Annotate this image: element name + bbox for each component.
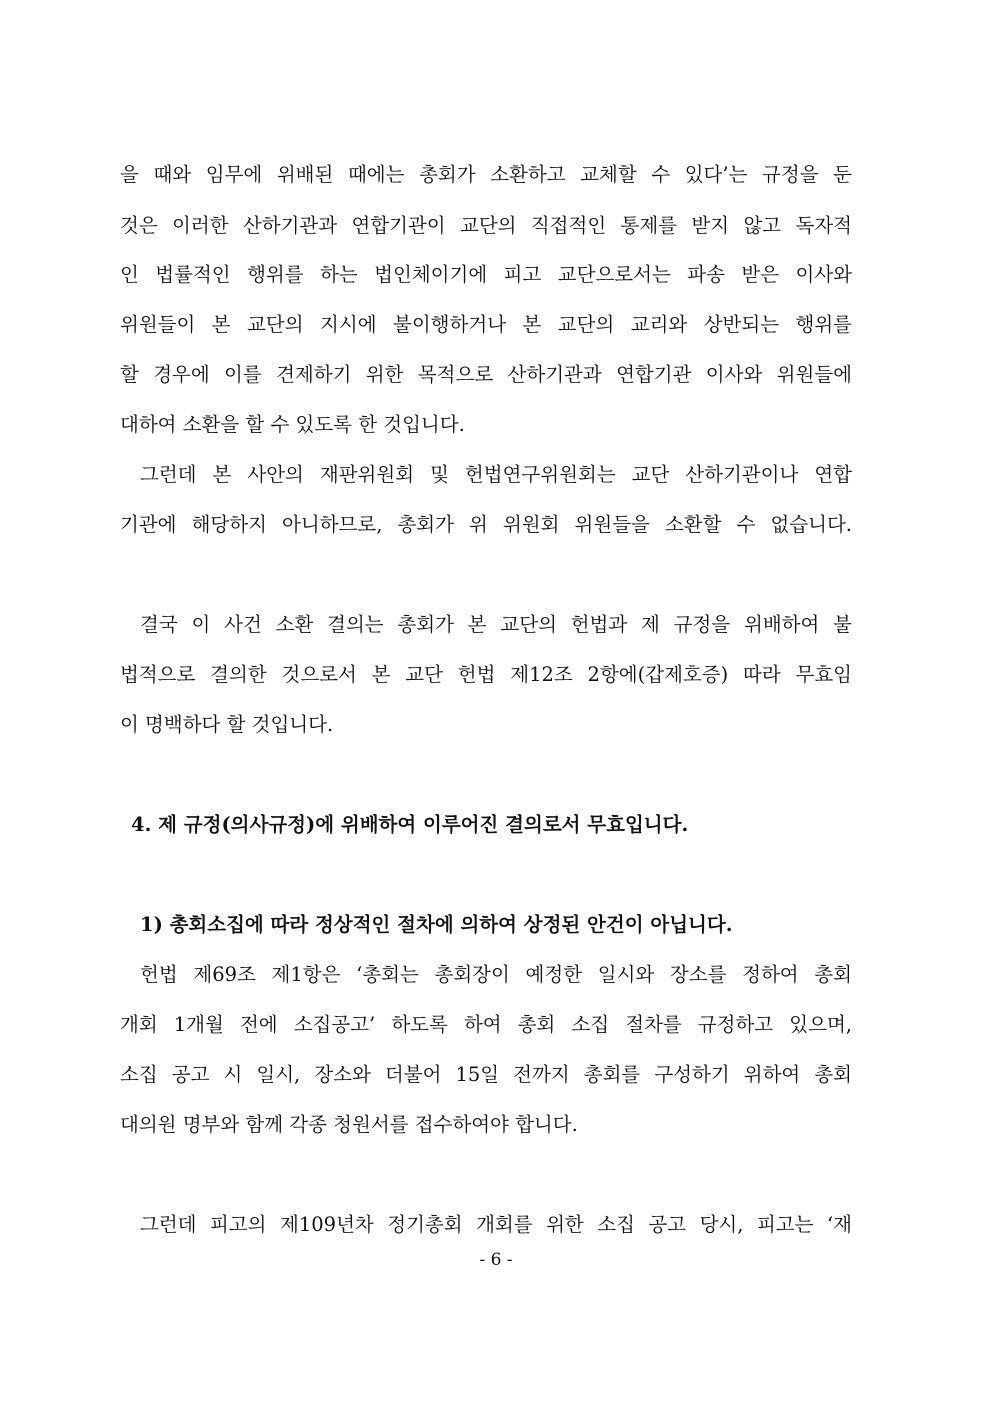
body-line: 것은 이러한 산하기관과 연합기관이 교단의 직접적인 통제를 받지 않고 독자적 — [120, 214, 852, 237]
body-line: 대하여 소환을 할 수 있도록 한 것입니다. — [120, 413, 465, 436]
body-line: 소집 공고 시 일시, 장소와 더불어 15일 전까지 총회를 구성하기 위하여 총회 — [120, 1063, 852, 1086]
body-line: 헌법 제69조 제1항은 ‘총회는 총회장이 예정한 일시와 장소를 정하여 총회 — [140, 963, 852, 986]
body-line: 그런데 피고의 제109년차 정기총회 개회를 위한 소집 공고 당시, 피고는 ‘재 — [140, 1213, 852, 1236]
body-line: 할 경우에 이를 견제하기 위한 목적으로 산하기관과 연합기관 이사와 위원들에 — [120, 363, 852, 386]
body-line: 위원들이 본 교단의 지시에 불이행하거나 본 교단의 교리와 상반되는 행위를 — [120, 313, 852, 336]
body-line: 법적으로 결의한 것으로서 본 교단 헌법 제12조 2항에(갑제호증) 따라 무효임 — [120, 663, 852, 686]
section-heading: 4. 제 규정(의사규정)에 위배하여 이루어진 결의로서 무효입니다. — [131, 813, 689, 836]
body-line: 인 법률적인 행위를 하는 법인체이기에 피고 교단으로서는 파송 받은 이사와 — [120, 263, 852, 286]
subsection-heading: 1) 총회소집에 따라 정상적인 절차에 의하여 상정된 안건이 아닙니다. — [140, 913, 733, 936]
body-line: 을 때와 임무에 위배된 때에는 총회가 소환하고 교체할 수 있다’는 규정을 둔 — [120, 163, 852, 186]
body-line: 대의원 명부와 함께 각종 청원서를 접수하여야 합니다. — [120, 1113, 578, 1136]
body-line: 개회 1개월 전에 소집공고’ 하도록 하여 총회 소집 절차를 규정하고 있으며, — [120, 1013, 852, 1036]
body-line: 기관에 해당하지 아니하므로, 총회가 위 위원회 위원들을 소환할 수 없습니다. — [120, 513, 852, 536]
body-line: 그런데 본 사안의 재판위원회 및 헌법연구위원회는 교단 산하기관이나 연합 — [140, 463, 852, 486]
body-line: 결국 이 사건 소환 결의는 총회가 본 교단의 헌법과 제 규정을 위배하여 불 — [140, 613, 852, 636]
body-line: 이 명백하다 할 것입니다. — [120, 713, 334, 736]
page-number: - 6 - — [479, 1250, 513, 1270]
